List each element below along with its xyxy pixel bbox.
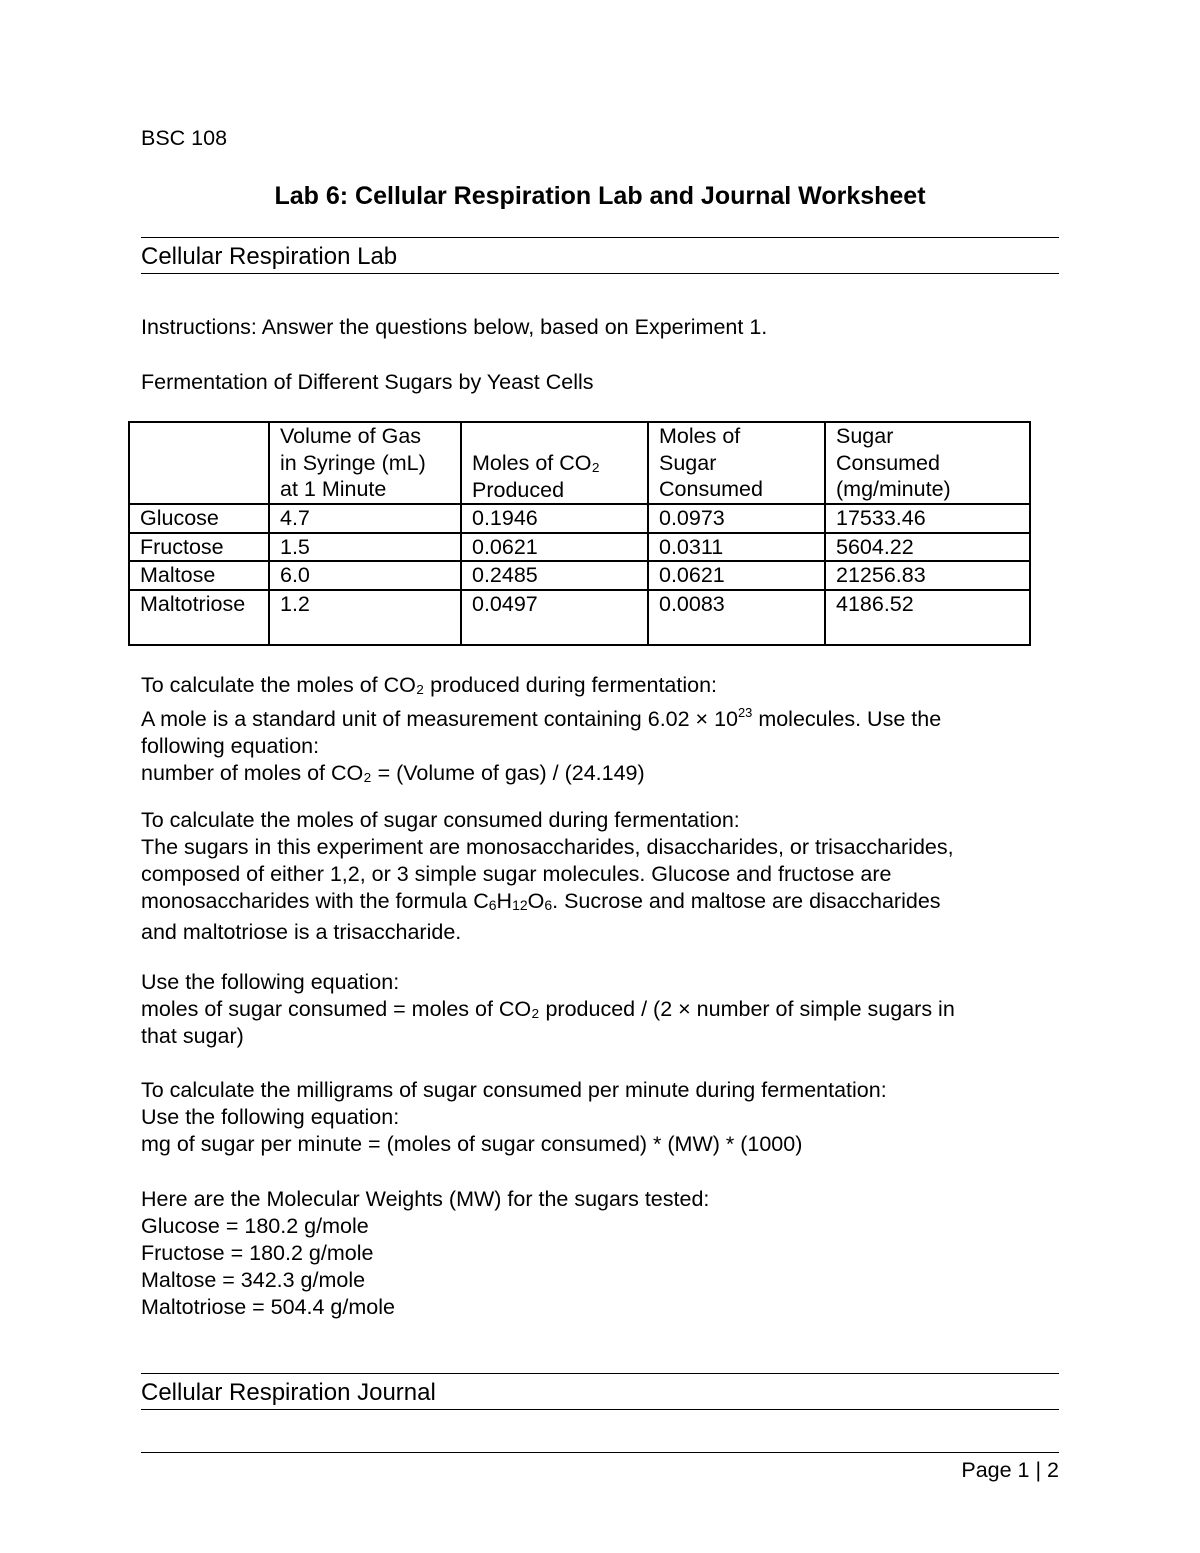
header-volume: Volume of Gas in Syringe (mL) at 1 Minute	[269, 422, 461, 504]
cell-moles: 0.0311	[648, 533, 825, 562]
cell-sugar: Fructose	[129, 533, 269, 562]
fermentation-table	[128, 421, 1031, 646]
cell-moles: 0.0621	[648, 561, 825, 590]
list-item: Maltose = 342.3 g/mole	[141, 1268, 366, 1292]
cell-volume: 6.0	[269, 561, 461, 590]
co2-equation: number of moles of CO₂ = (Volume of gas) / (24.149)	[141, 761, 645, 785]
cell-mg: 4186.52	[825, 590, 1030, 645]
section-rule-top	[141, 237, 1059, 238]
course-code: BSC 108	[141, 126, 228, 150]
section-heading-journal: Cellular Respiration Journal	[141, 1379, 436, 1406]
cell-volume: 1.5	[269, 533, 461, 562]
section-rule-bottom	[141, 1409, 1059, 1410]
mg-calculation-block: To calculate the milligrams of sugar consumed per minute during fermentation: Use the following equation: mg of sugar per minute = (moles of sugar consumed) * (MW) * (1000)	[141, 1078, 887, 1156]
list-item: Glucose = 180.2 g/mole	[141, 1214, 369, 1238]
instructions: Instructions: Answer the questions below, based on Experiment 1.	[141, 315, 768, 339]
formula-line: monosaccharides with the formula $C_6H_{12}O_6$. Sucrose and maltose are disaccharides	[141, 889, 941, 913]
table-row	[129, 504, 1030, 533]
table-header-row	[129, 422, 1030, 504]
header-moles-sugar: Moles of Sugar Consumed	[648, 422, 825, 504]
table-row	[129, 590, 1030, 645]
header-co2: Moles of CO₂ Produced	[461, 422, 648, 504]
cell-co2: 0.2485	[461, 561, 648, 590]
cell-co2: 0.0497	[461, 590, 648, 645]
section-rule-top	[141, 1373, 1059, 1374]
molecular-weights-block: Here are the Molecular Weights (MW) for the sugars tested: Glucose = 180.2 g/mole Fructose = 180.2 g/mole Maltose = 342.3 g/mole Maltotriose = 504.4 g/mole	[141, 1186, 1071, 1321]
cell-moles: 0.0083	[648, 590, 825, 645]
footer-rule	[141, 1452, 1059, 1453]
cell-sugar: Maltose	[129, 561, 269, 590]
table-row	[129, 533, 1030, 562]
section-heading-lab: Cellular Respiration Lab	[141, 243, 398, 270]
cell-volume: 4.7	[269, 504, 461, 533]
cell-moles: 0.0973	[648, 504, 825, 533]
list-item: Maltotriose = 504.4 g/mole	[141, 1295, 395, 1319]
sugar-calculation-block: To calculate the moles of sugar consumed during fermentation: The sugars in this experiment are monosaccharides, disaccharides, or trisaccharides, composed of either 1,2, or 3 simple sugar molecules. Glucose and fructose are monosaccharides with the formula $C_6H_{12}O_6$. Sucrose and maltose are disaccharides and maltotriose is a trisaccharide.	[141, 807, 1071, 946]
table-caption: Fermentation of Different Sugars by Yeast Cells	[141, 370, 594, 394]
cell-mg: 21256.83	[825, 561, 1030, 590]
page-number: Page 1 | 2	[961, 1458, 1059, 1482]
cell-volume: 1.2	[269, 590, 461, 645]
cell-mg: 17533.46	[825, 504, 1030, 533]
cell-co2: 0.0621	[461, 533, 648, 562]
table-row	[129, 561, 1030, 590]
page-title: Lab 6: Cellular Respiration Lab and Journal Worksheet	[274, 182, 926, 210]
cell-sugar: Glucose	[129, 504, 269, 533]
co2-calculation-block: To calculate the moles of CO₂ produced during fermentation: A mole is a standard unit of measurement containing $6.02 \times 10^{23}$ molecules. Use the following equation: number of moles of CO₂ = (Volume of gas) / (24.149)	[141, 672, 1071, 787]
section-rule-bottom	[141, 273, 1059, 274]
header-cell-blank	[129, 422, 269, 504]
cell-co2: 0.1946	[461, 504, 648, 533]
header-mg-sugar: Sugar Consumed (mg/minute)	[825, 422, 1030, 504]
moles-equation-block: Use the following equation: moles of sugar consumed = moles of CO₂ produced / (2 × number of simple sugars in that sugar)	[141, 970, 955, 1048]
cell-mg: 5604.22	[825, 533, 1030, 562]
list-item: Fructose = 180.2 g/mole	[141, 1241, 374, 1265]
cell-sugar: Maltotriose	[129, 590, 269, 645]
